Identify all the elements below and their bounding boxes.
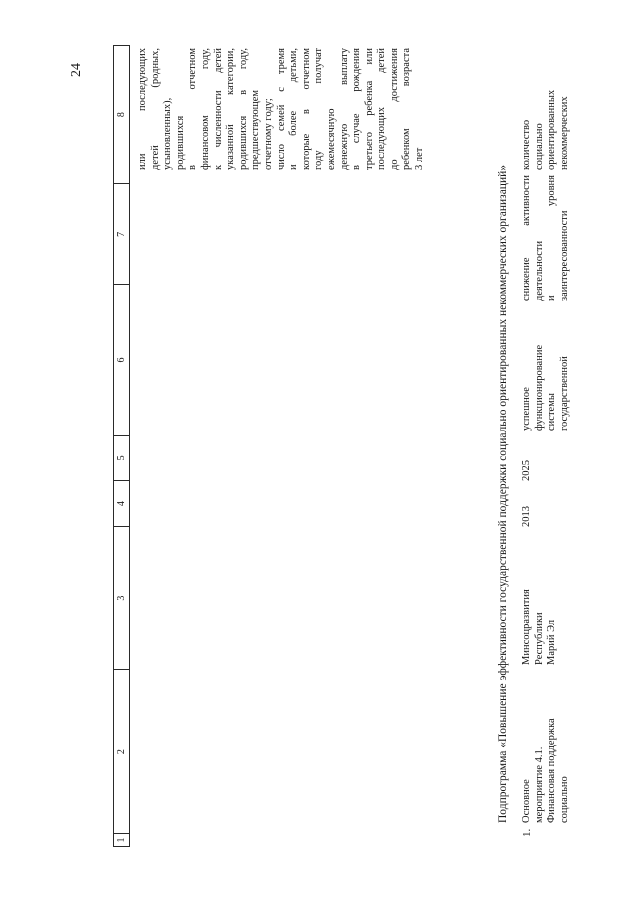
table-header-row [113, 45, 130, 847]
col8-line: указанной категории, [225, 48, 237, 170]
cell-line: Финансовая поддержка [546, 718, 558, 823]
row1-col7-cell [521, 175, 571, 301]
header-col-6: 6 [114, 285, 129, 435]
cell-line: социально [533, 123, 545, 170]
cell-line: Республики [533, 612, 545, 665]
col8-line: финансовом году, [199, 48, 211, 170]
col8-line: предшествующем [250, 89, 262, 170]
cell-line: системы [546, 393, 558, 431]
col8-line: отчетному году; [262, 98, 274, 170]
row-number: 1. [521, 828, 533, 837]
header-col-5: 5 [114, 435, 129, 481]
col8-line: до достижения [388, 48, 400, 170]
cell-line: Минсоцразвития [521, 589, 532, 665]
cell-line: 2025 [521, 460, 532, 481]
cell-line: заинтересованности [558, 210, 570, 301]
col8-line: в отчетном [187, 48, 199, 170]
header-col-3: 3 [114, 526, 129, 669]
cell-line: успешное [521, 387, 532, 431]
header-col-7: 7 [114, 183, 129, 284]
cell-line: функционирование [533, 344, 545, 431]
col8-line: родившихся в году, [237, 48, 249, 170]
cell-line: и уровня [546, 175, 558, 301]
col8-line: денежную выплату [338, 48, 350, 170]
row1-col8-cell [521, 48, 571, 170]
col8-line: в случае рождения [351, 48, 363, 170]
col8-line: детей (родных, [149, 48, 161, 170]
row1-col4-cell [521, 487, 534, 527]
col8-line: число семей с тремя [275, 48, 287, 170]
row1-col6-cell [521, 301, 571, 431]
col8-line: ежемесячную [325, 108, 337, 170]
row1-col2-cell [521, 673, 571, 823]
subprogram-title: Подпрограмма «Повышение эффективности государственной поддержки социально ориентированных некоммерческих организаций» [497, 164, 509, 823]
col8-line: ребенком возраста [401, 48, 413, 170]
header-col-8: 8 [116, 112, 127, 118]
cell-line: деятельности [533, 240, 545, 301]
header-col-4: 4 [114, 480, 129, 526]
cell-line: Марий Эл [546, 619, 558, 665]
header-col-1: 1 [114, 833, 129, 846]
col8-line: и более детьми, [288, 48, 300, 170]
col8-line: или последующих [137, 48, 148, 170]
cell-line: снижение активности [521, 175, 532, 301]
row1-col5-cell [521, 441, 534, 481]
cell-line: 2013 [521, 506, 532, 527]
cell-line: некоммерческих [558, 96, 570, 170]
col8-line: усыновленных), [162, 97, 174, 170]
cell-line: государственной [558, 356, 570, 431]
page-number: 24 [69, 63, 84, 77]
col8-line: году получат [313, 48, 325, 170]
col8-line: к численности детей [212, 48, 224, 170]
col8-line: родившихся [174, 115, 186, 170]
col8-line: третьего ребенка или [363, 48, 375, 170]
row1-col3-cell [521, 535, 559, 665]
header-col-2: 2 [114, 669, 129, 833]
cell-line: мероприятие 4.1. [533, 746, 545, 823]
cell-line: ориентированных [546, 89, 558, 170]
cell-line: количество [521, 119, 532, 170]
col8-line: 3 лет [414, 147, 426, 170]
col8-line: которые в отчетном [300, 48, 312, 170]
col8-continuation-text [137, 48, 427, 170]
cell-line: социально [558, 776, 570, 823]
col8-line: последующих детей [376, 48, 388, 170]
cell-line: Основное [521, 779, 532, 823]
